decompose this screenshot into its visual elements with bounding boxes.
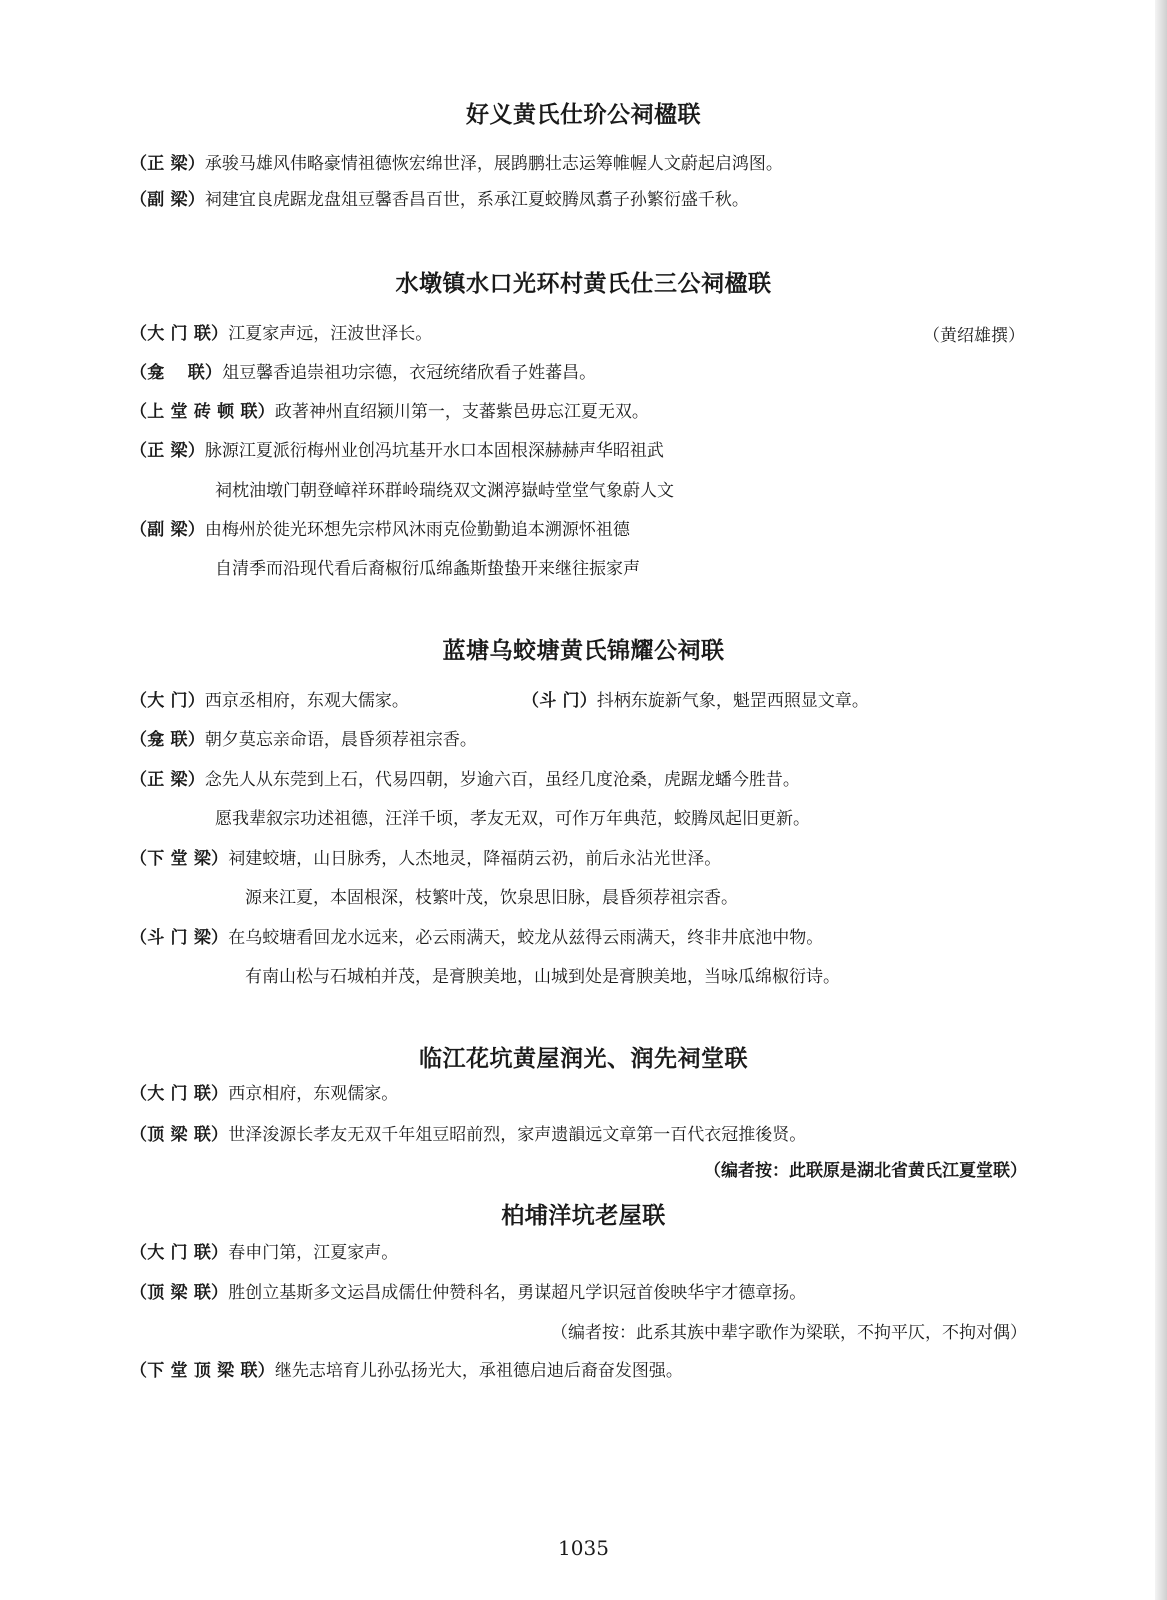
couplet-line	[130, 1360, 683, 1382]
couplet-text: 自清季而沿现代看后裔椒衍瓜绵螽斯蛰蛰开来继往振家声	[215, 559, 640, 579]
couplet-label: （大 门 联）	[130, 324, 229, 344]
couplet-line	[130, 769, 800, 791]
couplet-line	[130, 1083, 398, 1105]
couplet-label: （龛 联）	[130, 363, 223, 383]
couplet-label: （下 堂 梁）	[130, 849, 229, 869]
couplet-line	[130, 401, 649, 423]
couplet-text: 西京丞相府，东观大儒家。	[204, 691, 409, 711]
couplet-text: 有南山松与石城柏并茂，是膏腴美地，山城到处是膏腴美地，当咏瓜绵椒衍诗。	[245, 967, 840, 987]
couplet-text: 承骏马雄风伟略豪情祖德恢宏绵世泽，展鹍鹏壮志运筹帷幄人文蔚起启鸿图。	[204, 154, 783, 174]
couplet-line	[130, 440, 664, 462]
couplet-line	[215, 480, 674, 502]
section-title: 柏埔洋坑老屋联	[501, 1203, 666, 1229]
couplet-line	[215, 558, 640, 580]
couplet-text: 胜创立基斯多文运昌成儒仕仲赞科名，勇谋超凡学识冠首俊映华宇才德章扬。	[228, 1283, 807, 1303]
editor-note: （编者按：此系其族中辈字歌作为梁联，不拘平仄，不拘对偶）	[551, 1323, 1027, 1343]
couplet-line	[130, 729, 477, 751]
couplet-text: 由梅州於徙光环想先宗栉风沐雨克俭勤勤追本溯源怀祖德	[204, 520, 630, 540]
couplet-label: （顶 梁 联）	[130, 1125, 229, 1145]
couplet-line	[245, 966, 840, 988]
couplet-text: 世泽浚源长孝友无双千年俎豆昭前烈，家声遗韻远文章第一百代衣冠推後贤。	[228, 1125, 807, 1145]
couplet-text: 愿我辈叙宗功述祖德，汪洋千顷，孝友无双，可作万年典范，蛟腾凤起旧更新。	[215, 809, 810, 829]
couplet-line	[130, 1282, 806, 1304]
couplet-line	[130, 1124, 806, 1146]
couplet-text: 源来江夏，本固根深，枝繁叶茂，饮泉思旧脉，晨昏须荐祖宗香。	[245, 888, 738, 908]
section-title: 好义黄氏仕玠公祠楹联	[466, 102, 701, 128]
couplet-label: （大 门 联）	[130, 1243, 229, 1263]
couplet-text: 祠建宜良虎踞龙盘俎豆馨香昌百世，系承江夏蛟腾凤翥子孙繁衍盛千秋。	[204, 190, 749, 210]
couplet-text: 在乌蛟塘看回龙水远来，必云雨满天，蛟龙从兹得云雨满天，终非井底池中物。	[228, 928, 824, 948]
couplet-line	[130, 690, 409, 712]
couplet-label: （大 门）	[130, 691, 205, 711]
couplet-text: 抖柄东旋新气象，魁罡西照显文章。	[596, 691, 869, 711]
couplet-label: （正 梁）	[130, 441, 205, 461]
couplet-line	[130, 1242, 398, 1264]
couplet-text: 脉源江夏派衍梅州业创冯坑基开水口本固根深赫赫声华昭祖武	[204, 441, 664, 461]
couplet-label: （副 梁）	[130, 520, 205, 540]
couplet-line	[130, 927, 823, 949]
couplet-line	[130, 362, 596, 384]
author-note: （黄绍雄撰）	[923, 326, 1025, 346]
couplet-label: （龛 联）	[130, 730, 205, 750]
couplet-line	[130, 848, 721, 870]
couplet-text: 俎豆馨香追崇祖功宗德，衣冠统绪欣看子姓蕃昌。	[222, 363, 597, 383]
section-title: 水墩镇水口光环村黄氏仕三公祠楹联	[395, 271, 772, 297]
couplet-line	[130, 519, 630, 541]
couplet-label: （斗 门 梁）	[130, 928, 229, 948]
couplet-label: （大 门 联）	[130, 1084, 229, 1104]
couplet-label: （上 堂 砖 顿 联）	[130, 402, 275, 422]
couplet-text: 朝夕莫忘亲命语，晨昏须荐祖宗香。	[204, 730, 477, 750]
couplet-line	[245, 887, 738, 909]
couplet-text: 念先人从东莞到上石，代易四朝，岁逾六百，虽经几度沧桑，虎踞龙蟠今胜昔。	[204, 770, 800, 790]
couplet-text: 继先志培育儿孙弘扬光大，承祖德启迪后裔奋发图强。	[274, 1361, 683, 1381]
editor-note: （编者按：此联原是湖北省黄氏江夏堂联）	[704, 1161, 1027, 1181]
couplet-text: 政著神州直绍颍川第一，支蕃紫邑毋忘江夏无双。	[274, 402, 649, 422]
section-title: 临江花坑黄屋润光、润先祠堂联	[419, 1046, 748, 1072]
couplet-label: （斗 门）	[522, 691, 597, 711]
section-title: 蓝塘乌蛟塘黄氏锦耀公祠联	[442, 638, 725, 664]
couplet-label: （下 堂 顶 梁 联）	[130, 1361, 275, 1381]
couplet-text: 江夏家声远，汪波世泽长。	[228, 324, 433, 344]
couplet-label: （正 梁）	[130, 770, 205, 790]
couplet-line	[130, 153, 783, 175]
couplet-text: 祠枕油墩门朝登嶂祥环群岭瑞绕双文渊渟嶽峙堂堂气象蔚人文	[215, 481, 674, 501]
couplet-text: 西京相府，东观儒家。	[228, 1084, 399, 1104]
couplet-label: （副 梁）	[130, 190, 205, 210]
couplet-line	[522, 690, 869, 712]
couplet-line	[215, 808, 810, 830]
couplet-text: 祠建蛟塘，山日脉秀，人杰地灵，降福荫云礽，前后永沾光世泽。	[228, 849, 722, 869]
page-edge-shadow	[1155, 0, 1167, 1600]
couplet-line	[130, 323, 432, 345]
couplet-label: （顶 梁 联）	[130, 1283, 229, 1303]
couplet-text: 春申门第，江夏家声。	[228, 1243, 399, 1263]
couplet-line	[130, 189, 749, 211]
page-number: 1035	[558, 1536, 609, 1560]
couplet-label: （正 梁）	[130, 154, 205, 174]
